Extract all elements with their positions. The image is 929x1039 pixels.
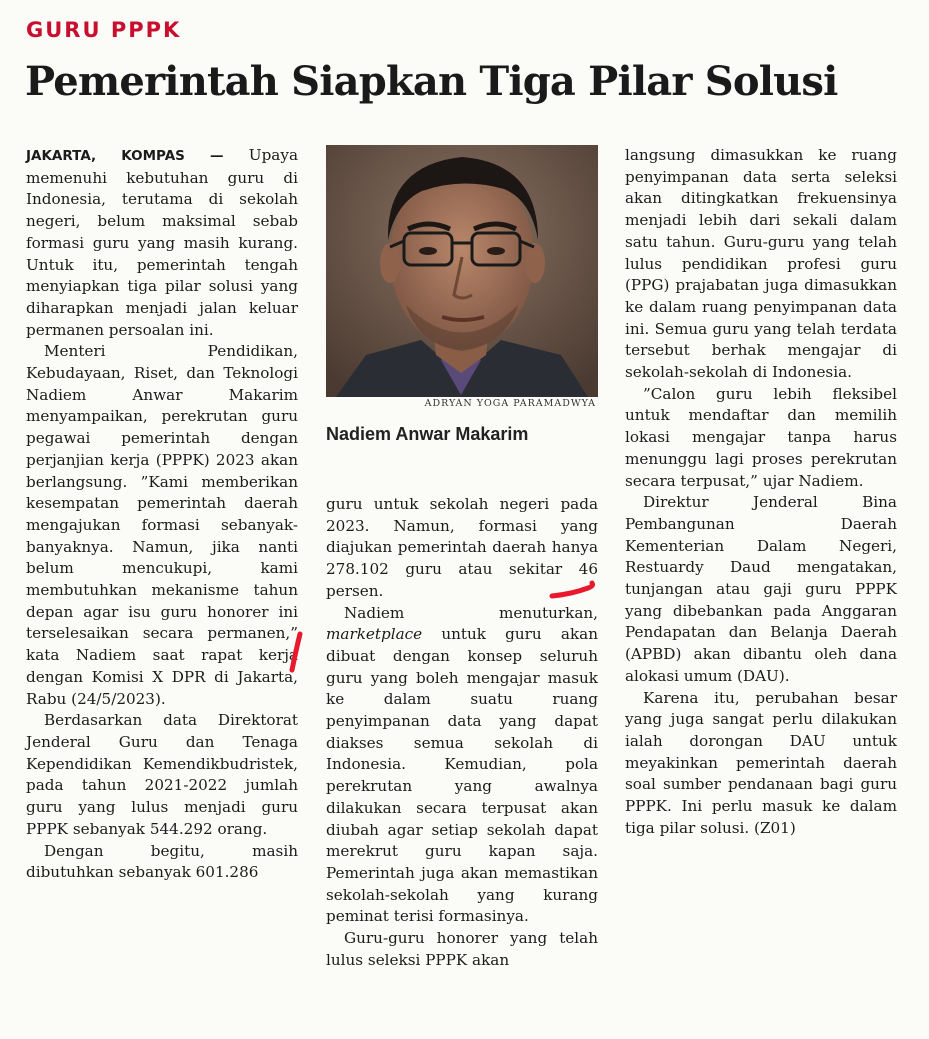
paragraph: langsung dimasukkan ke ruang penyimpanan data serta seleksi akan ditingkatkan frekuensinya menjadi lebih dari sekali dalam satu tahun. Guru-guru yang telah lulus pendidikan profesi guru (PPG) prajabatan juga dimasukkan ke dalam ruang penyimpanan data ini. Semua guru yang telah terdata tersebut berhak mengajar di sekolah-sekolah di Indonesia. (625, 146, 897, 382)
article-column-1 (26, 145, 298, 884)
paragraph-text: Nadiem menuturkan, (344, 603, 598, 622)
photo-caption: Nadiem Anwar Makarim (326, 424, 529, 444)
paragraph-text: Upaya memenuhi kebutuhan guru di Indonesia, terutama di sekolah negeri, belum maksimal sebab formasi guru yang masih kurang. Untuk itu, pemerintah tengah menyiapkan tiga pilar solusi yang diharapkan menjadi jalan keluar permanen persoalan ini. (26, 146, 298, 339)
paragraph: guru untuk sekolah negeri pada 2023. Namun, formasi yang diajukan pemerintah daerah hanya 278.102 guru atau sekitar 46 persen. (326, 495, 598, 600)
paragraph (26, 145, 298, 341)
photo-credit: ADRYAN YOGA PARAMADWYA (424, 398, 596, 409)
section-rubric: GURU PPPK (26, 18, 182, 42)
portrait-photo (326, 145, 598, 397)
paragraph-text: untuk guru akan dibuat dengan konsep seluruh guru yang boleh mengajar masuk ke dalam suatu ruang penyimpanan data yang dapat diakses semua sekolah di Indonesia. Kemudian, pola perekrutan yang awalnya dilakukan secara terpusat akan diubah agar setiap sekolah dapat merekrut guru kapan saja. Pemerintah juga akan memastikan sekolah-sekolah yang kurang peminat terisi formasinya. (326, 625, 598, 926)
dateline: JAKARTA, KOMPAS — (26, 148, 224, 164)
article-column-3 (625, 145, 897, 840)
italic-term: marketplace (326, 625, 423, 644)
paragraph: Berdasarkan data Direktorat Jenderal Guru dan Tenaga Kependidikan Kemendikbudristek, pada tahun 2021-2022 jumlah guru yang lulus menjadi guru PPPK sebanyak 544.292 orang. (26, 711, 298, 838)
paragraph: ”Calon guru lebih fleksibel untuk mendaftar dan memilih lokasi mengajar tanpa harus menunggu lagi proses perekrutan secara terpusat,” ujar Nadiem. (625, 384, 897, 490)
article-headline: Pemerintah Siapkan Tiga Pilar Solusi (25, 58, 838, 105)
paragraph: Menteri Pendidikan, Kebudayaan, Riset, dan Teknologi Nadiem Anwar Makarim menyampaikan, perekrutan guru pegawai pemerintah dengan perjanjian kerja (PPPK) 2023 akan berlangsung. ”Kami memberikan kesempatan pemerintah daerah mengajukan formasi sebanyak-banyaknya. Namun, jika nanti belum mencukupi, kami membutuhkan mekanisme tahun depan agar isu guru honorer ini terselesaikan secara permanen,” kata Nadiem saat rapat kerja dengan Komisi X DPR di Jakarta, Rabu (24/5/2023). (26, 342, 298, 708)
paragraph: Guru-guru honorer yang telah lulus seleksi PPPK akan (326, 929, 598, 969)
paragraph: Direktur Jenderal Bina Pembangunan Daerah Kementerian Dalam Negeri, Restuardy Daud mengatakan, tunjangan atau gaji guru PPPK yang dibebankan pada Anggaran Pendapatan dan Belanja Daerah (APBD) akan dibantu oleh dana alokasi umum (DAU). (625, 493, 897, 685)
paragraph (326, 603, 598, 929)
paragraph: Dengan begitu, masih dibutuhkan sebanyak 601.286 (26, 841, 298, 882)
paragraph: Karena itu, perubahan besar yang juga sangat perlu dilakukan ialah dorongan DAU untuk meyakinkan pemerintah daerah soal sumber pendanaan bagi guru PPPK. Ini perlu masuk ke dalam tiga pilar solusi. (Z01) (625, 688, 897, 837)
portrait-illustration (326, 145, 598, 397)
article-column-2 (326, 494, 598, 971)
